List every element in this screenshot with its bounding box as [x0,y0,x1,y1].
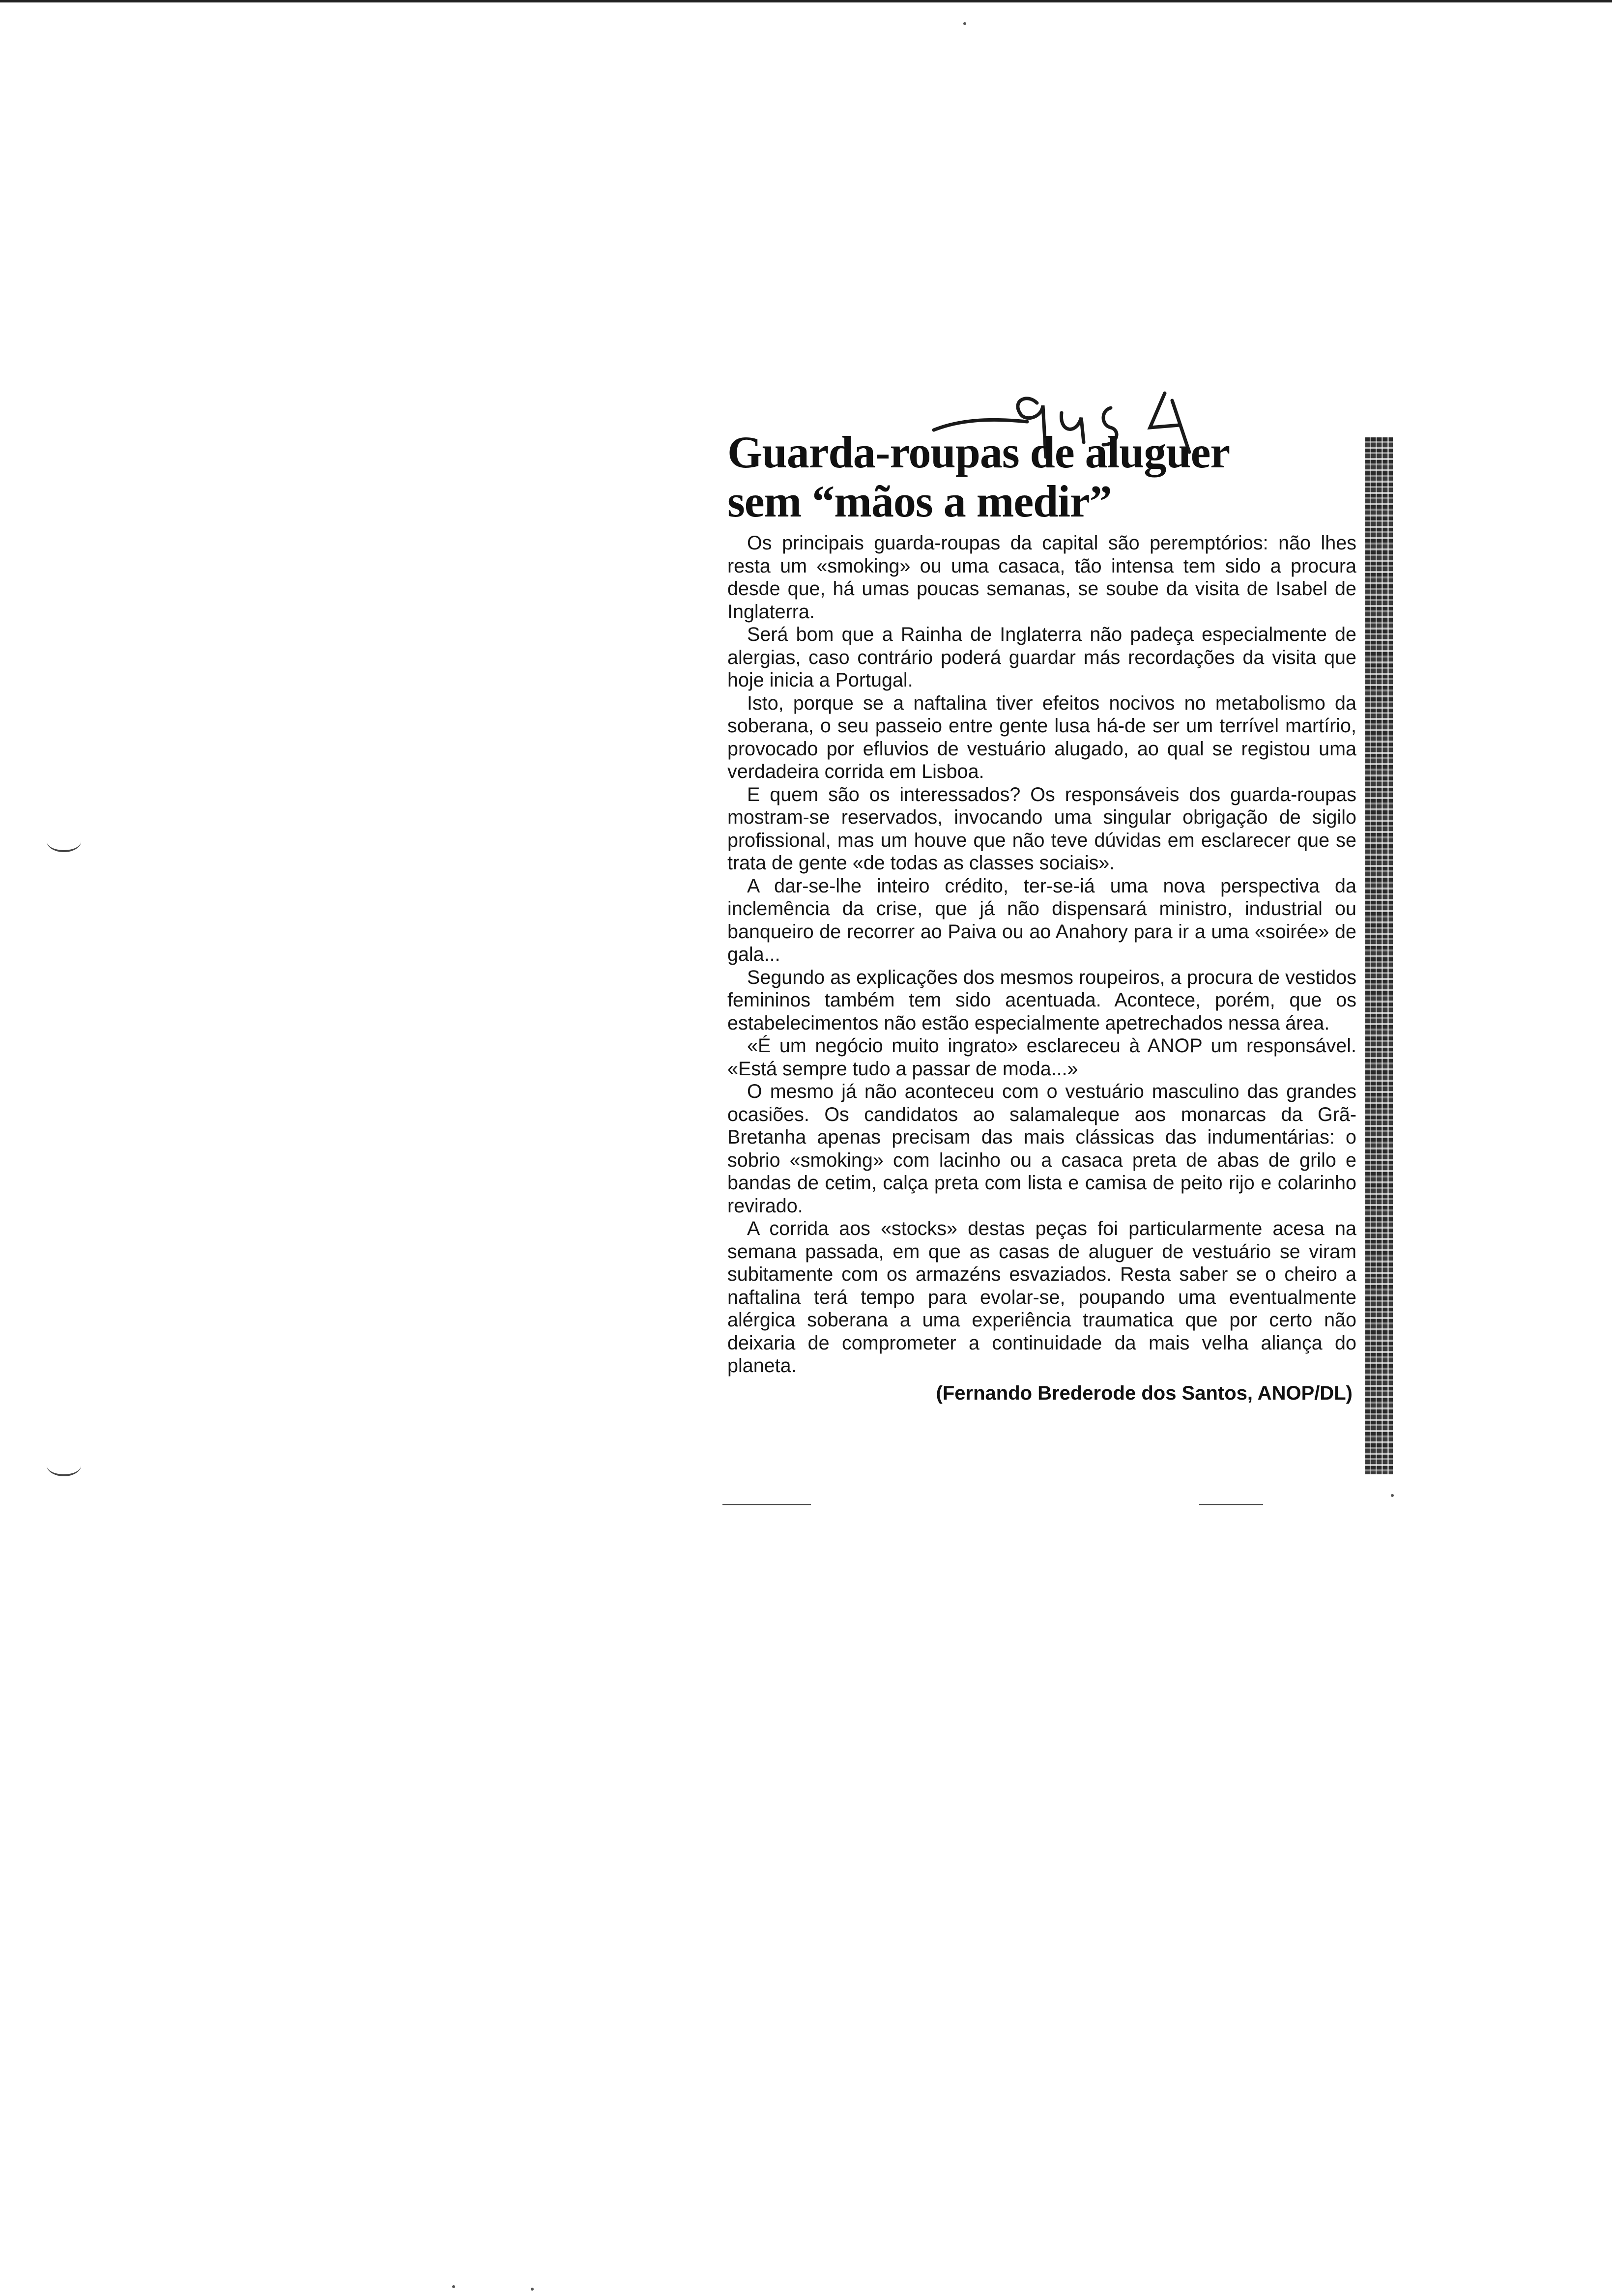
paragraph: «É um negócio muito ingrato» esclareceu à ANOP um responsável. «Está sempre tudo a passar de moda...» [727,1035,1356,1080]
paragraph: O mesmo já não aconteceu com o vestuário masculino das grandes ocasiões. Os candidatos ao salamaleque aos monarcas da Grã-Bretanha apenas precisam das mais clássicas das indumentárias: o sobrio «smoking» com lacinho ou a casaca preta de abas de grilo e bandas de cetim, calça preta com lista e camisa de peito rijo e colarinho revirado. [727,1081,1356,1217]
punch-hole-mark [47,831,81,852]
headline [727,428,1356,526]
clipping-edge-strip [1365,437,1393,1474]
paragraph: Segundo as explicações dos mesmos roupeiros, a procura de vestidos femininos também tem sido acentuada. Acontece, porém, que os estabelecimentos não estão especialmente apetrechados nessa área. [727,966,1356,1034]
paragraph: A corrida aos «stocks» destas peças foi particularmente acesa na semana passada, em que as casas de aluguer de vestuário se viram subitamente com os armazéns esvaziados. Resta saber se o cheiro a naftalina terá tempo para evolar-se, poupando uma eventualmente alérgica soberana a uma experiência traumatica que por certo não deixaria de comprometer a continuidade da mais velha aliança do planeta. [727,1218,1356,1377]
newspaper-clipping [727,428,1356,1405]
scan-speck [531,2288,534,2291]
paragraph: Isto, porque se a naftalina tiver efeitos nocivos no metabolismo da soberana, o seu passeio entre gente lusa há-de ser um terrível martírio, provocado por efluvios de vestuário alugado, ao qual se registou uma verdadeira corrida em Lisboa. [727,692,1356,782]
paragraph: A dar-se-lhe inteiro crédito, ter-se-iá uma nova perspectiva da inclemência da crise, que já não dispensará ministro, industrial ou banqueiro de recorrer ao Paiva ou ao Anahory para ir a uma «soirée» de gala... [727,875,1356,965]
paragraph: Será bom que a Rainha de Inglaterra não padeça especialmente de alergias, caso contrário poderá guardar más recordações da visita que hoje inicia a Portugal. [727,624,1356,691]
clipping-bottom-rule [1199,1504,1263,1505]
article-body [727,532,1356,1378]
punch-hole-mark [47,1455,81,1476]
byline: (Fernando Brederode dos Santos, ANOP/DL) [936,1382,1353,1404]
scan-speck [1391,1494,1394,1497]
scan-top-edge [0,0,1612,2]
paragraph: E quem são os interessados? Os responsáveis dos guarda-roupas mostram-se reservados, invocando uma singular obrigação de sigilo profissional, mas um houve que não teve dúvidas em esclarecer que se trata de gente «de todas as classes sociais». [727,783,1356,874]
handwritten-note-text: Pag 4 [914,383,916,384]
headline-line-2: sem “mãos a medir” [727,476,1112,526]
clipping-bottom-rule [722,1504,811,1505]
scan-speck [963,22,966,25]
scan-speck [452,2285,455,2288]
paragraph: Os principais guarda-roupas da capital são peremptórios: não lhes resta um «smoking» ou uma casaca, tão intensa tem sido a procura desde que, há umas poucas semanas, se soube da visita de Isabel de Inglaterra. [727,532,1356,623]
headline-line-1: Guarda-roupas de aluguer [727,427,1230,477]
